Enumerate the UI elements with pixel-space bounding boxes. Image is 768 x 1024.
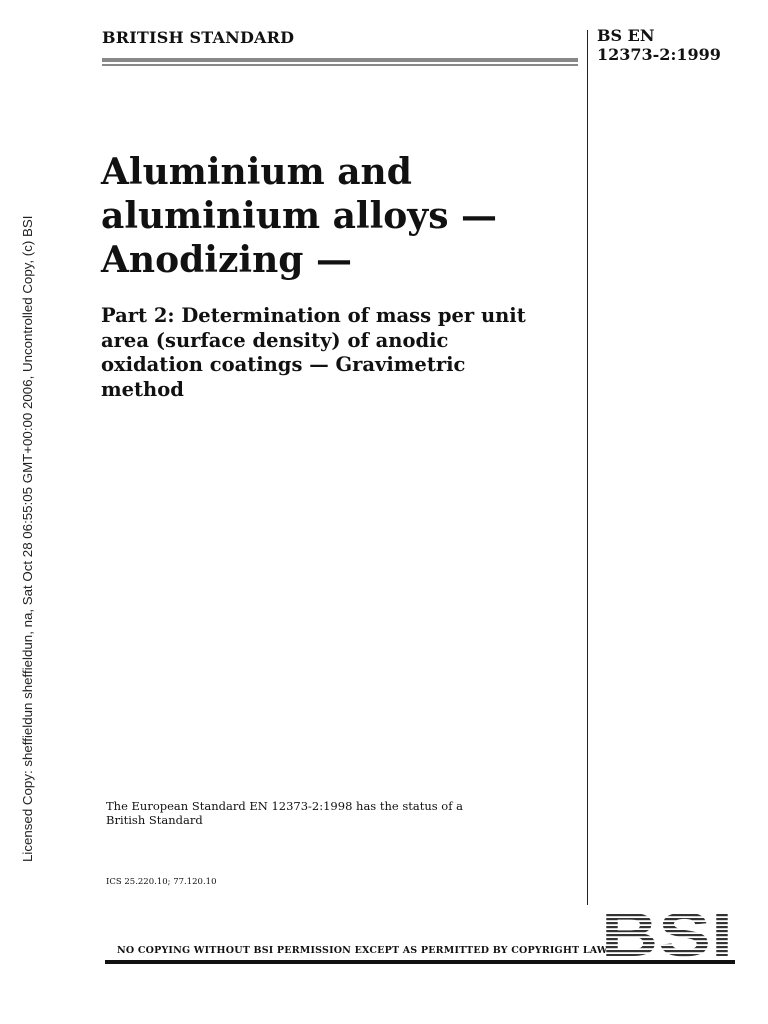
standard-number-line-1: BS EN: [597, 26, 655, 45]
title-line-3: Anodizing —: [101, 239, 352, 281]
subtitle-line-1: Part 2: Determination of mass per unit: [101, 304, 526, 327]
footer-rule: [105, 960, 735, 964]
subtitle-line-4: method: [101, 377, 184, 401]
status-statement: [106, 799, 466, 827]
publisher-header: BRITISH STANDARD: [102, 28, 295, 47]
standard-number: [597, 26, 721, 64]
bsi-logo-icon: [600, 906, 735, 960]
copyright-notice: NO COPYING WITHOUT BSI PERMISSION EXCEPT AS PERMITTED BY COPYRIGHT LAW: [117, 945, 608, 956]
subtitle-line-3: oxidation coatings — Gravimetric: [101, 353, 466, 376]
document-title: [101, 150, 571, 282]
header-rule-thin: [102, 64, 578, 66]
subtitle-line-2: area (surface density) of anodic: [101, 328, 449, 352]
license-watermark: Licensed Copy: sheffieldun sheffieldun, na, Sat Oct 28 06:55:05 GMT+00:00 2006, Uncontrolled Copy, (c) BSI: [20, 215, 35, 862]
ics-code: ICS 25.220.10; 77.120.10: [106, 877, 217, 887]
standard-number-line-2: 12373-2:1999: [597, 45, 721, 64]
status-line-2: British Standard: [106, 813, 203, 827]
vertical-divider: [587, 30, 588, 905]
document-subtitle: [101, 304, 551, 402]
title-line-1: Aluminium and: [101, 151, 412, 193]
header-rule-thick: [102, 58, 578, 62]
title-line-2: aluminium alloys —: [101, 195, 497, 237]
status-line-1: The European Standard EN 12373-2:1998 has the status of a: [106, 799, 463, 813]
svg-text:BSI: BSI: [601, 906, 733, 960]
